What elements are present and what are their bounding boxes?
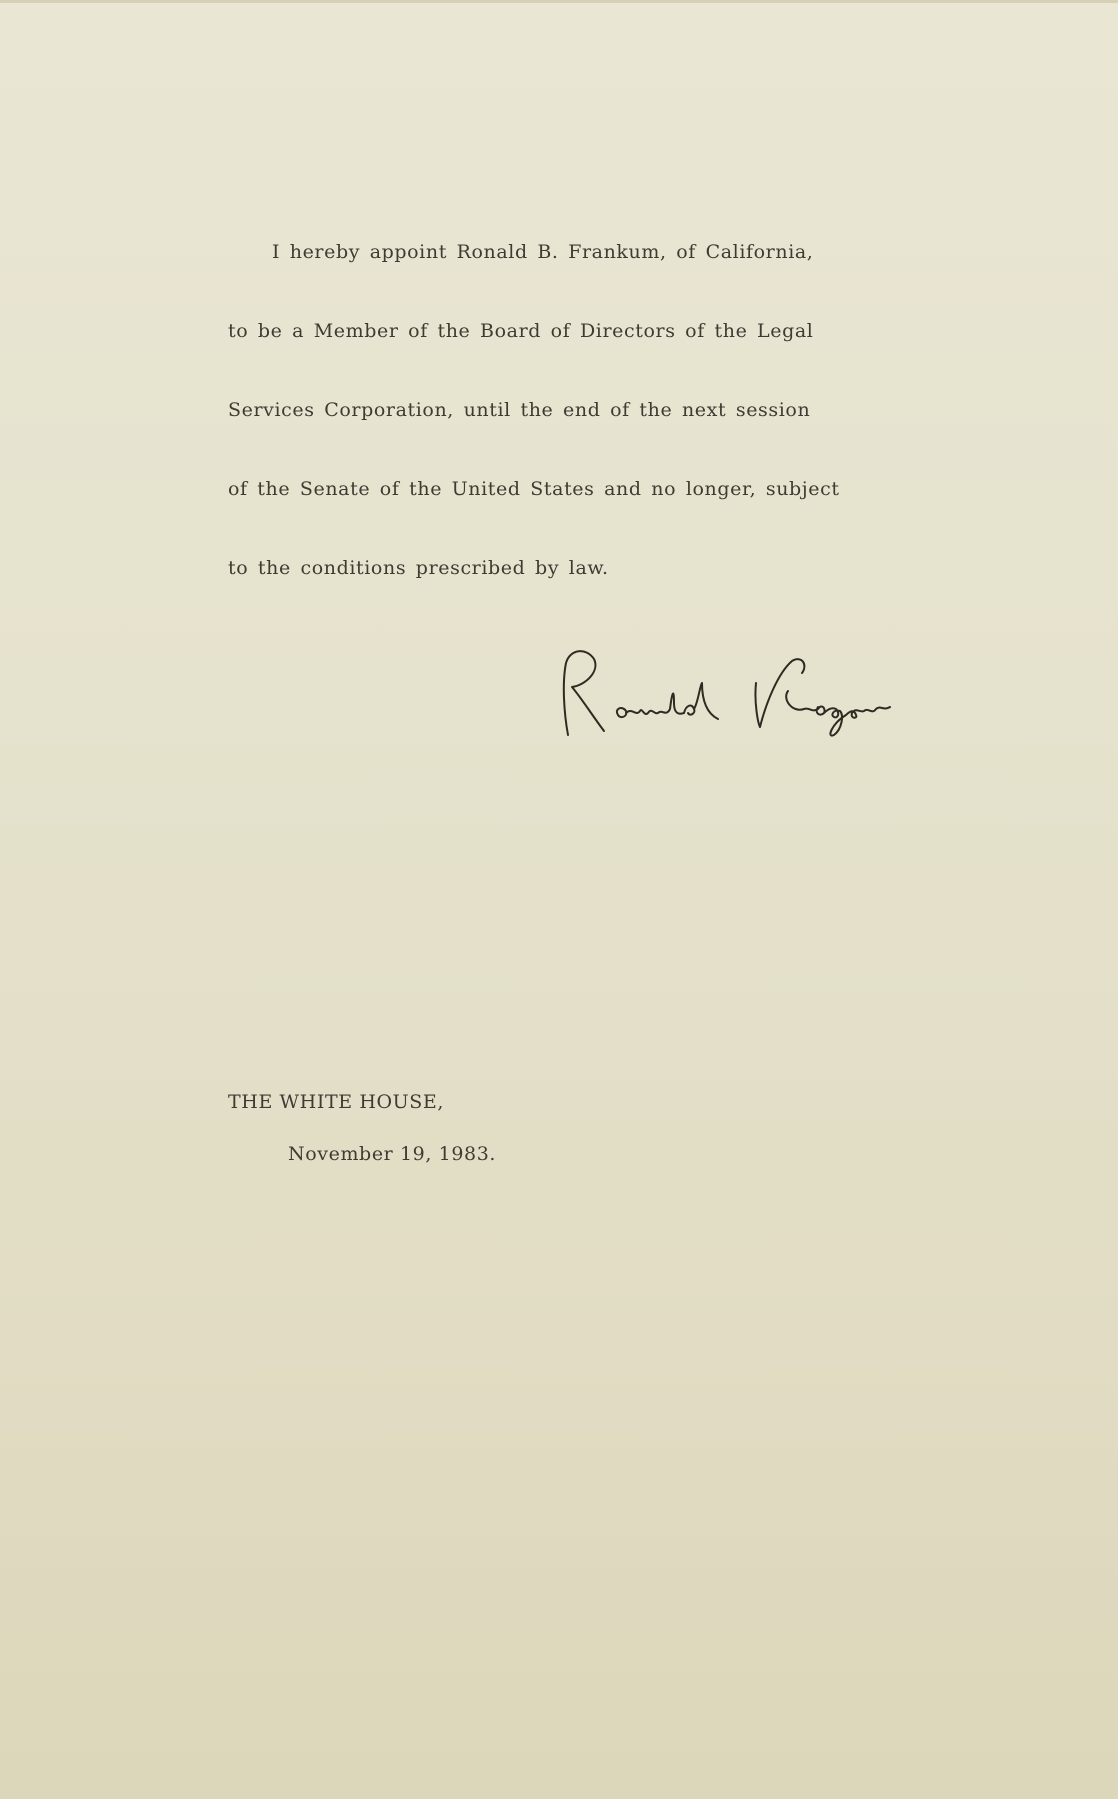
text-line-3: Services Corporation, until the end of the next session xyxy=(228,399,811,421)
text-line-4: of the Senate of the United States and no longer, subject xyxy=(228,478,840,500)
date-line: November 19, 1983. xyxy=(288,1143,497,1165)
place-line: THE WHITE HOUSE, xyxy=(228,1091,445,1113)
text-line-2: to be a Member of the Board of Directors of the Legal xyxy=(228,320,814,342)
text-line-5: to the conditions prescribed by law. xyxy=(228,557,609,579)
handwritten-signature xyxy=(556,643,936,743)
text-line-1: I hereby appoint Ronald B. Frankum, of California, xyxy=(272,241,814,263)
